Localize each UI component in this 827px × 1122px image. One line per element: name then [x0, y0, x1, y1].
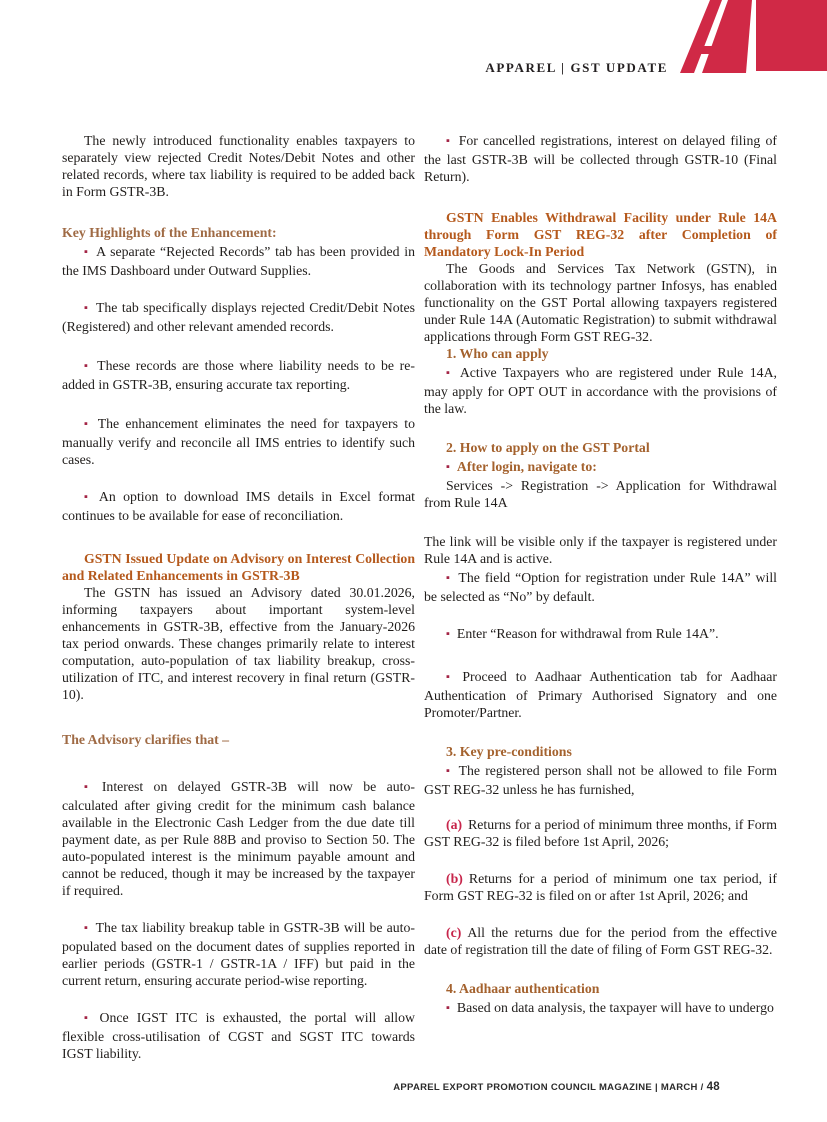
footer — [393, 1081, 720, 1093]
bullet-item — [62, 415, 415, 468]
bullet-text: An option to download IMS details in Excel format continues to be available for ease of reconciliation. — [62, 489, 415, 523]
bullet-item — [424, 999, 777, 1018]
page-title: APPAREL | GST UPDATE — [485, 60, 668, 75]
article-body — [62, 132, 777, 1062]
letter-marker: (b) — [446, 871, 463, 886]
left-column — [62, 132, 415, 1062]
bullet-item — [424, 132, 777, 185]
bullet-square-icon — [446, 626, 457, 641]
bullet-text: The field “Option for registration under Rule 14A” will be selected as “No” by default. — [424, 570, 777, 604]
numbered-heading: 2. How to apply on the GST Portal — [446, 440, 650, 455]
nav-path: Services -> Registration -> Application for Withdrawal from Rule 14A — [424, 478, 777, 510]
bullet-square-icon — [84, 416, 98, 431]
red-a-icon — [680, 0, 827, 75]
letter-marker: (a) — [446, 817, 463, 832]
bullet-item — [424, 762, 777, 798]
bullet-text: Active Taxpayers who are registered under Rule 14A, may apply for OPT OUT in accordance with the provisions of the law. — [424, 365, 777, 416]
bullet-square-icon — [446, 365, 460, 380]
bullet-square-icon — [84, 779, 102, 794]
page-number: 48 — [706, 1081, 720, 1093]
bullet-item — [424, 625, 777, 644]
letter-marker: (c) — [446, 925, 462, 940]
section-heading: GSTN Enables Withdrawal Facility under Rule 14A through Form GST REG-32 after Completion of Mandatory Lock-In Period — [424, 210, 777, 259]
lettered-item — [424, 870, 777, 904]
bullet-text: Enter “Reason for withdrawal from Rule 14A”. — [456, 626, 719, 641]
bullet-text: For cancelled registrations, interest on delayed filing of the last GSTR-3B will be collected through GSTR-10 (Final Return). — [424, 133, 778, 184]
footer-text: APPAREL EXPORT PROMOTION COUNCIL MAGAZINE | MARCH / — [393, 1082, 704, 1093]
bullet-square-icon — [84, 244, 96, 259]
bullet-text: Based on data analysis, the taxpayer will have to undergo — [456, 1000, 774, 1015]
numbered-heading: 3. Key pre-conditions — [446, 744, 572, 759]
bullet-item — [62, 778, 415, 899]
bullet-square-icon — [446, 570, 458, 585]
subsection-heading: Key Highlights of the Enhancement: — [62, 225, 277, 240]
paragraph: The link will be visible only if the taxpayer is registered under Rule 14A and is active. — [424, 534, 777, 566]
bullet-item — [424, 364, 777, 417]
bullet-text: The registered person shall not be allowed to file Form GST REG-32 unless he has furnished, — [424, 763, 777, 797]
bullet-square-icon — [446, 669, 462, 684]
lettered-text: Returns for a period of minimum one tax period, if Form GST REG-32 is filed on or after 1st April, 2026; and — [424, 871, 777, 903]
bullet-text: Proceed to Aadhaar Authentication tab for Aadhaar Authentication of Primary Authorised Signatory and one Promoter/Partner. — [424, 669, 778, 720]
bullet-text: Interest on delayed GSTR-3B will now be auto-calculated after giving credit for the minimum cash balance available in the Electronic Cash Ledger from the due date till payment date, as per Rule 88B and proviso to Section 50. The auto-populated interest is the minimum payable amount and cannot be reduced, though it may be increased by the taxpayer if required. — [62, 779, 415, 898]
bullet-text: The enhancement eliminates the need for taxpayers to manually verify and reconcile all IMS entries to identify such cases. — [62, 416, 415, 467]
section-heading: GSTN Issued Update on Advisory on Interest Collection and Related Enhancements in GSTR-3B — [62, 551, 415, 583]
right-column — [424, 132, 777, 1062]
numbered-heading: 4. Aadhaar authentication — [446, 981, 600, 996]
bullet-text: Once IGST ITC is exhausted, the portal will allow flexible cross-utilisation of CGST and SGST ITC towards IGST liability. — [62, 1010, 415, 1061]
bullet-text: These records are those where liability needs to be re-added in GSTR-3B, ensuring accurate tax reporting. — [62, 358, 415, 392]
bullet-square-icon — [84, 358, 97, 373]
bullet-text: The tab specifically displays rejected Credit/Debit Notes (Registered) and other relevant amended records. — [62, 300, 415, 334]
lettered-text: All the returns due for the period from the effective date of registration till the date of filing of Form GST REG-32. — [424, 925, 777, 957]
lettered-item — [424, 816, 777, 850]
bullet-square-icon — [84, 300, 96, 315]
lettered-text: Returns for a period of minimum three months, if Form GST REG-32 is filed before 1st April, 2026; — [424, 817, 777, 849]
bullet-square-icon — [84, 489, 99, 504]
bullet-square-icon — [446, 1000, 457, 1015]
bullet-item — [424, 668, 777, 721]
bullet-square-icon — [446, 763, 459, 778]
bullet-text: After login, navigate to: — [456, 459, 597, 474]
bullet-square-icon — [446, 133, 459, 148]
bullet-item — [62, 299, 415, 335]
bullet-item — [62, 1009, 415, 1062]
bullet-item — [62, 357, 415, 393]
bullet-item — [62, 919, 415, 989]
subsection-heading: The Advisory clarifies that – — [62, 732, 230, 747]
bullet-square-icon — [446, 459, 457, 474]
paragraph: The GSTN has issued an Advisory dated 30.01.2026, informing taxpayers about important system-level enhancements in GSTR-3B, effective from the January-2026 tax period onwards. These changes primarily relate to interest computation, auto-population of tax liability breakup, cross-utilization of ITC, and interest recovery in final return (GSTR-10). — [62, 585, 415, 702]
lettered-item — [424, 924, 777, 958]
bullet-item — [424, 569, 777, 605]
numbered-heading: 1. Who can apply — [446, 346, 549, 361]
bullet-item — [62, 488, 415, 524]
bullet-text: A separate “Rejected Records” tab has been provided in the IMS Dashboard under Outward Supplies. — [62, 244, 415, 278]
bullet-square-icon — [84, 920, 96, 935]
paragraph: The Goods and Services Tax Network (GSTN), in collaboration with its technology partner Infosys, has enabled functionality on the GST Portal allowing taxpayers registered under Rule 14A (Automatic Registration) to submit withdrawal applications through Form GST REG-32. — [424, 261, 777, 344]
bullet-item — [424, 458, 777, 477]
bullet-text: The tax liability breakup table in GSTR-3B will be auto-populated based on the document dates of supplies reported in earlier periods (GSTR-1 / GSTR-1A / IFF) but paid in the current return, ensuring accurate period-wise reporting. — [62, 920, 415, 988]
bullet-item — [62, 243, 415, 279]
paragraph: The newly introduced functionality enables taxpayers to separately view rejected Credit Notes/Debit Notes and other related records, where tax liability is required to be added back in Form GSTR-3B. — [62, 133, 415, 199]
aepc-logo — [680, 0, 827, 75]
bullet-square-icon — [84, 1010, 100, 1025]
